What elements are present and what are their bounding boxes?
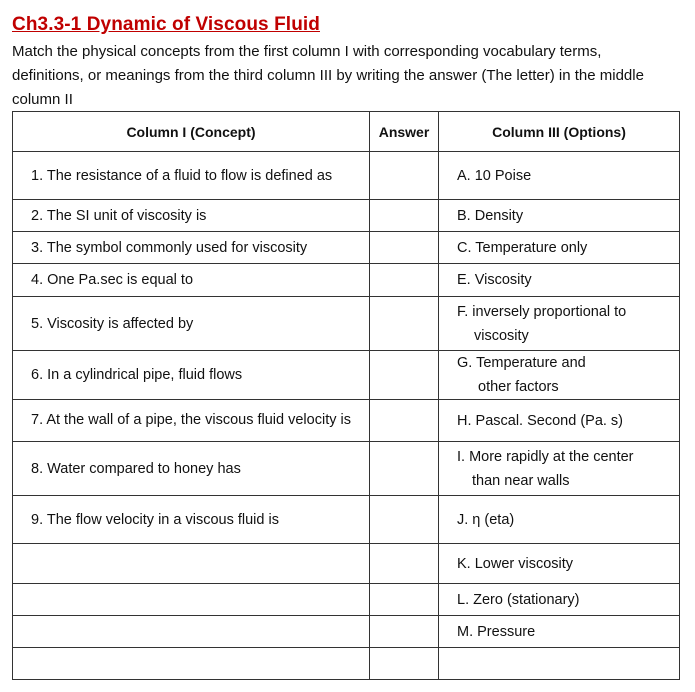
option-cell xyxy=(439,648,680,680)
option-cell xyxy=(439,496,680,544)
option-cell xyxy=(439,442,680,496)
option-text: L. Zero (stationary) xyxy=(457,591,580,608)
instructions: Match the physical concepts from the first column I with corresponding vocabulary terms, definitions, or meanings from the third column III by writing the answer (The letter) in the middle column II xyxy=(12,43,644,108)
option-cell xyxy=(439,616,680,648)
option-cell xyxy=(439,200,680,232)
option-cell xyxy=(439,264,680,297)
answer-cell[interactable] xyxy=(370,232,439,264)
option-cell xyxy=(439,297,680,351)
concept-cell: 4. One Pa.sec is equal to xyxy=(13,264,370,297)
matching-table xyxy=(12,111,680,680)
option-text: K. Lower viscosity xyxy=(457,555,574,572)
answer-cell[interactable] xyxy=(370,496,439,544)
option-text: I. More rapidly at the center xyxy=(457,448,634,465)
table-row xyxy=(13,544,680,584)
option-cell xyxy=(439,544,680,584)
answer-cell[interactable] xyxy=(370,297,439,351)
table-row xyxy=(13,616,680,648)
option-text: J. η (eta) xyxy=(457,511,515,528)
concept-cell: 5. Viscosity is affected by xyxy=(13,297,370,351)
concept-cell xyxy=(13,616,370,648)
option-text: H. Pascal. Second (Pa. s) xyxy=(457,412,624,429)
concept-cell: 2. The SI unit of viscosity is xyxy=(13,200,370,232)
answer-cell[interactable] xyxy=(370,264,439,297)
concept-cell xyxy=(13,544,370,584)
option-cell xyxy=(439,232,680,264)
answer-cell[interactable] xyxy=(370,616,439,648)
answer-cell[interactable] xyxy=(370,400,439,442)
table-row xyxy=(13,648,680,680)
page-title: Ch3.3-1 Dynamic of Viscous Fluid xyxy=(12,14,320,35)
option-cell xyxy=(439,400,680,442)
table-row xyxy=(13,297,680,351)
table-row xyxy=(13,152,680,200)
option-text: B. Density xyxy=(457,207,524,224)
option-text: M. Pressure xyxy=(457,623,536,640)
option-cell xyxy=(439,351,680,400)
answer-cell[interactable] xyxy=(370,584,439,616)
table-row xyxy=(13,200,680,232)
answer-cell[interactable] xyxy=(370,544,439,584)
answer-cell[interactable] xyxy=(370,351,439,400)
option-text-continued: viscosity xyxy=(474,327,529,344)
option-cell xyxy=(439,584,680,616)
answer-cell[interactable] xyxy=(370,648,439,680)
header-options: Column III (Options) xyxy=(439,112,680,152)
table-row xyxy=(13,232,680,264)
option-text: A. 10 Poise xyxy=(457,167,532,184)
answer-cell[interactable] xyxy=(370,442,439,496)
header-answer: Answer xyxy=(370,112,439,152)
option-cell xyxy=(439,152,680,200)
answer-cell[interactable] xyxy=(370,152,439,200)
concept-cell: 1. The resistance of a fluid to flow is defined as xyxy=(13,152,370,200)
concept-cell: 9. The flow velocity in a viscous fluid is xyxy=(13,496,370,544)
concept-cell xyxy=(13,584,370,616)
option-text-continued: than near walls xyxy=(472,472,570,489)
table-row xyxy=(13,442,680,496)
concept-cell: 6. In a cylindrical pipe, fluid flows xyxy=(13,351,370,400)
option-text-continued: other factors xyxy=(478,379,559,395)
concept-text: 7. At the wall of a pipe, the viscous fluid velocity is xyxy=(31,412,351,428)
table-row xyxy=(13,351,680,400)
concept-cell: 8. Water compared to honey has xyxy=(13,442,370,496)
header-row xyxy=(13,112,680,152)
answer-cell[interactable] xyxy=(370,200,439,232)
option-text: E. Viscosity xyxy=(457,272,532,288)
concept-cell xyxy=(13,400,370,442)
concept-cell: 3. The symbol commonly used for viscosity xyxy=(13,232,370,264)
table-row xyxy=(13,496,680,544)
table-row xyxy=(13,400,680,442)
option-text: G. Temperature and xyxy=(457,355,586,371)
option-text: F. inversely proportional to xyxy=(457,303,627,320)
option-text: C. Temperature only xyxy=(457,239,588,256)
table-row xyxy=(13,584,680,616)
concept-cell xyxy=(13,648,370,680)
table-row xyxy=(13,264,680,297)
header-concept: Column I (Concept) xyxy=(13,112,370,152)
